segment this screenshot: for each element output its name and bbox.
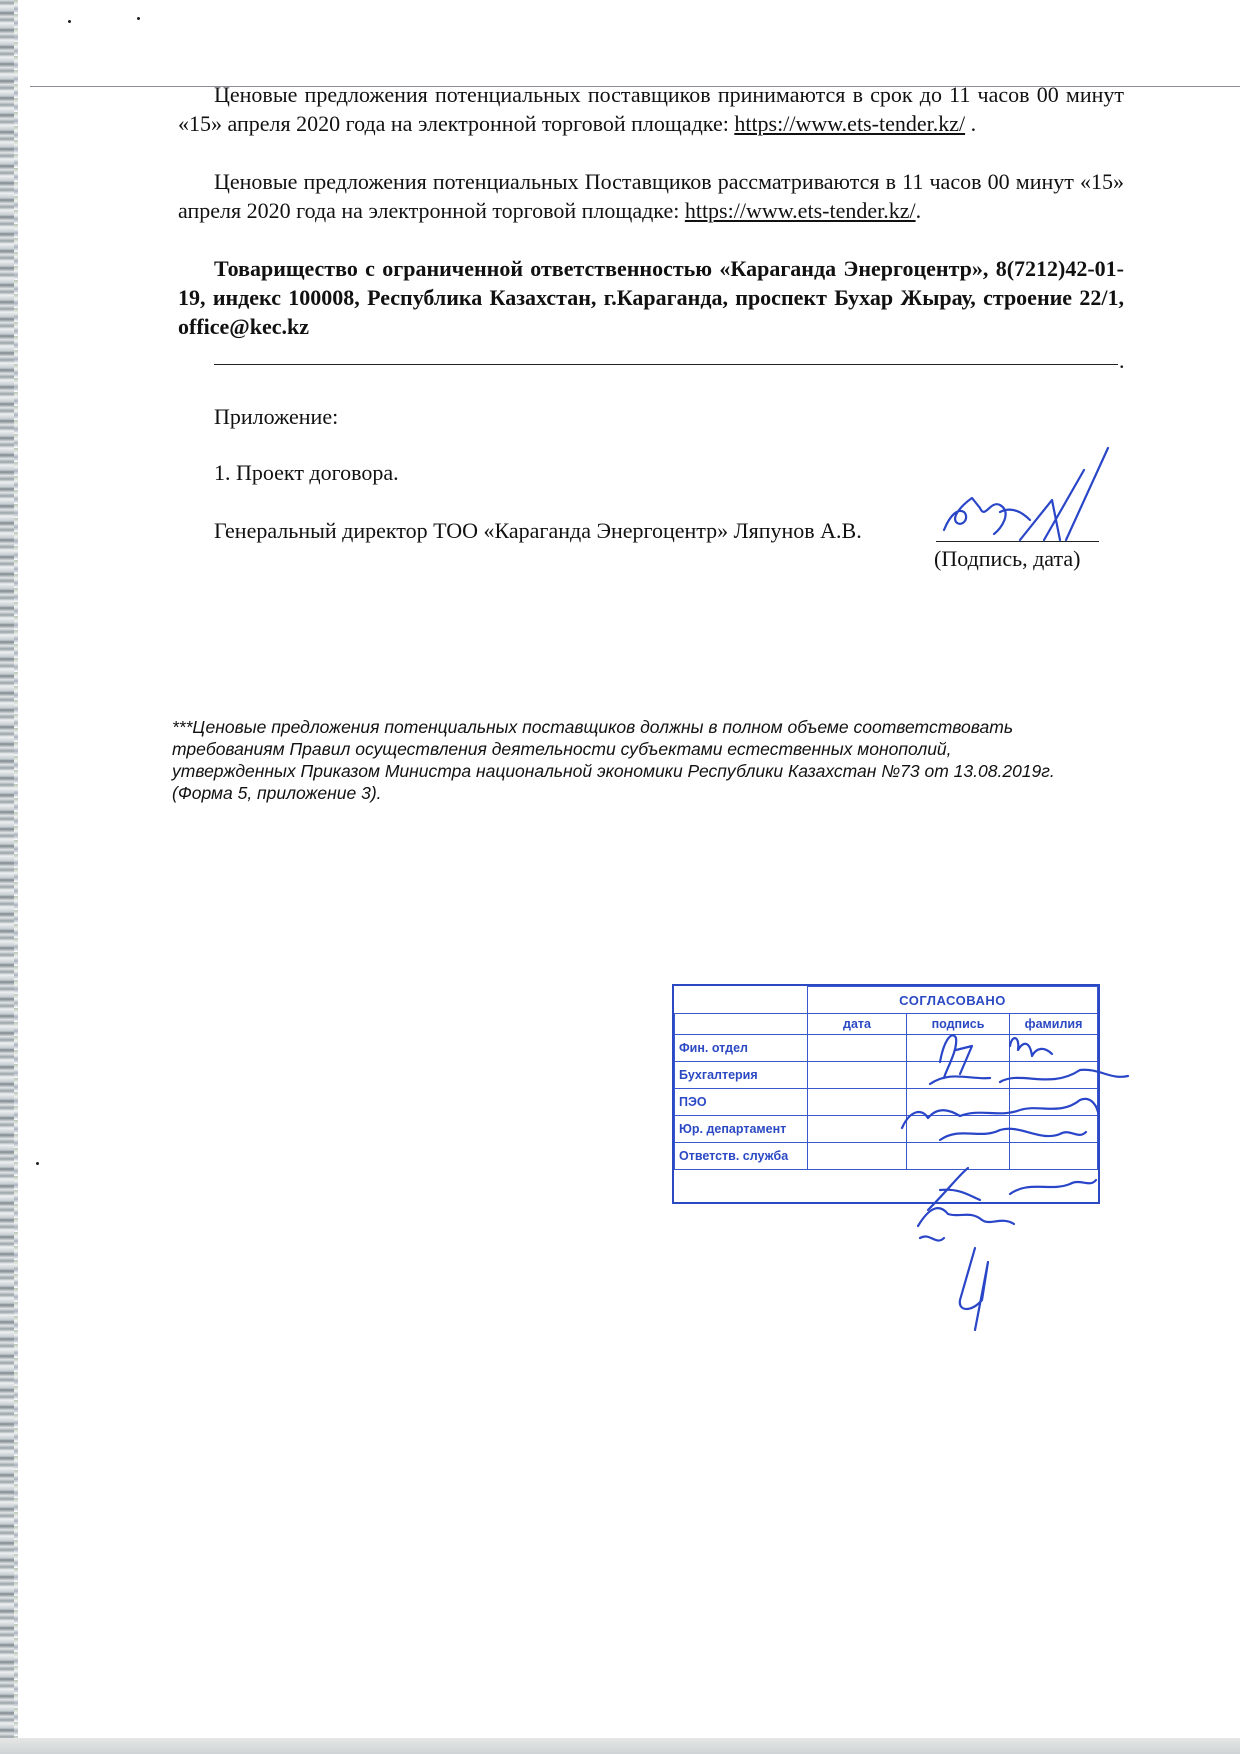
approval-stamp xyxy=(672,984,1100,1204)
stamp-cell-date xyxy=(808,1035,907,1062)
stamp-row-label: Бухгалтерия xyxy=(675,1062,808,1089)
scan-edge-secondary xyxy=(14,0,18,1754)
stamp-row-label: Ответств. служба xyxy=(675,1143,808,1170)
blank-line-period: . xyxy=(1119,348,1125,373)
stamp-header-blank xyxy=(675,1014,808,1035)
stamp-cell-sign xyxy=(907,1143,1010,1170)
stamp-cell-name xyxy=(1010,1116,1098,1143)
stamp-title: СОГЛАСОВАНО xyxy=(808,987,1098,1014)
signature-caption: (Подпись, дата) xyxy=(934,546,1081,571)
bid-review-text: Ценовые предложения потенциальных Поставщиков рассматриваются в 11 часов 00 минут «15» апреля 2020 года на электронной торговой площадке: xyxy=(178,169,1124,223)
stamp-cell-sign xyxy=(907,1062,1010,1089)
initials-signature xyxy=(960,1248,988,1330)
footnote: ***Ценовые предложения потенциальных поставщиков должны в полном объеме соответствовать требованиям Правил осуществления деятельности субъектами естественных монополий, утвержденных Приказом Министра национальной экономики Республики Казахстан №73 от 13.08.2019г. (Форма 5, приложение 3). xyxy=(172,717,1055,803)
paragraph-bid-review xyxy=(178,167,1124,225)
stamp-cell-date xyxy=(808,1089,907,1116)
stamp-cell-date xyxy=(808,1143,907,1170)
stamp-cell-date xyxy=(808,1062,907,1089)
paragraph-bid-deadline xyxy=(178,80,1124,138)
stamp-cell-name xyxy=(1010,1143,1098,1170)
stamp-col-date: дата xyxy=(808,1014,907,1035)
signature-underline xyxy=(936,541,1099,542)
annex-item-contract-draft: 1. Проект договора. xyxy=(214,460,399,485)
scan-speck xyxy=(68,20,71,23)
bid-review-end: . xyxy=(915,198,922,223)
scan-edge xyxy=(0,0,14,1754)
stamp-cell-name xyxy=(1010,1062,1098,1089)
stamp-row-label: Юр. департамент xyxy=(675,1116,808,1143)
blank-fill-line xyxy=(214,364,1118,365)
scan-speck xyxy=(36,1162,39,1165)
stamp-cell-date xyxy=(808,1116,907,1143)
ets-tender-link-2[interactable]: https://www.ets-tender.kz/ xyxy=(684,198,916,223)
stamp-cell-name xyxy=(1010,1035,1098,1062)
bid-deadline-end: . xyxy=(965,111,977,136)
director-signature xyxy=(944,448,1108,540)
scan-bottom-band xyxy=(0,1738,1240,1754)
ets-tender-link[interactable]: https://www.ets-tender.kz/ xyxy=(734,111,966,136)
scan-speck xyxy=(137,17,140,20)
organizer-text: Товарищество с ограниченной ответственностью «Караганда Энергоцентр», 8(7212)42-01-19, индекс 100008, Республика Казахстан, г.Караганда, проспект Бухар Жырау, строение 22/1, office@kec.kz xyxy=(178,256,1124,339)
annex-label: Приложение: xyxy=(214,404,339,429)
stamp-corner xyxy=(675,987,808,1014)
stamp-cell-name xyxy=(1010,1089,1098,1116)
stamp-row-label: Фин. отдел xyxy=(675,1035,808,1062)
organizer-details xyxy=(178,254,1124,341)
bid-deadline-text: Ценовые предложения потенциальных поставщиков принимаются в срок до 11 часов 00 минут «15» апреля 2020 года на электронной торговой площадке: xyxy=(178,82,1124,136)
stamp-cell-sign xyxy=(907,1035,1010,1062)
stamp-col-name: фамилия xyxy=(1010,1014,1098,1035)
stamp-col-sign: подпись xyxy=(907,1014,1010,1035)
stamp-cell-sign xyxy=(907,1116,1010,1143)
stamp-row-label: ПЭО xyxy=(675,1089,808,1116)
stamp-cell-sign xyxy=(907,1089,1010,1116)
director-signature-line: Генеральный директор ТОО «Караганда Энергоцентр» Ляпунов А.В. xyxy=(214,518,862,543)
